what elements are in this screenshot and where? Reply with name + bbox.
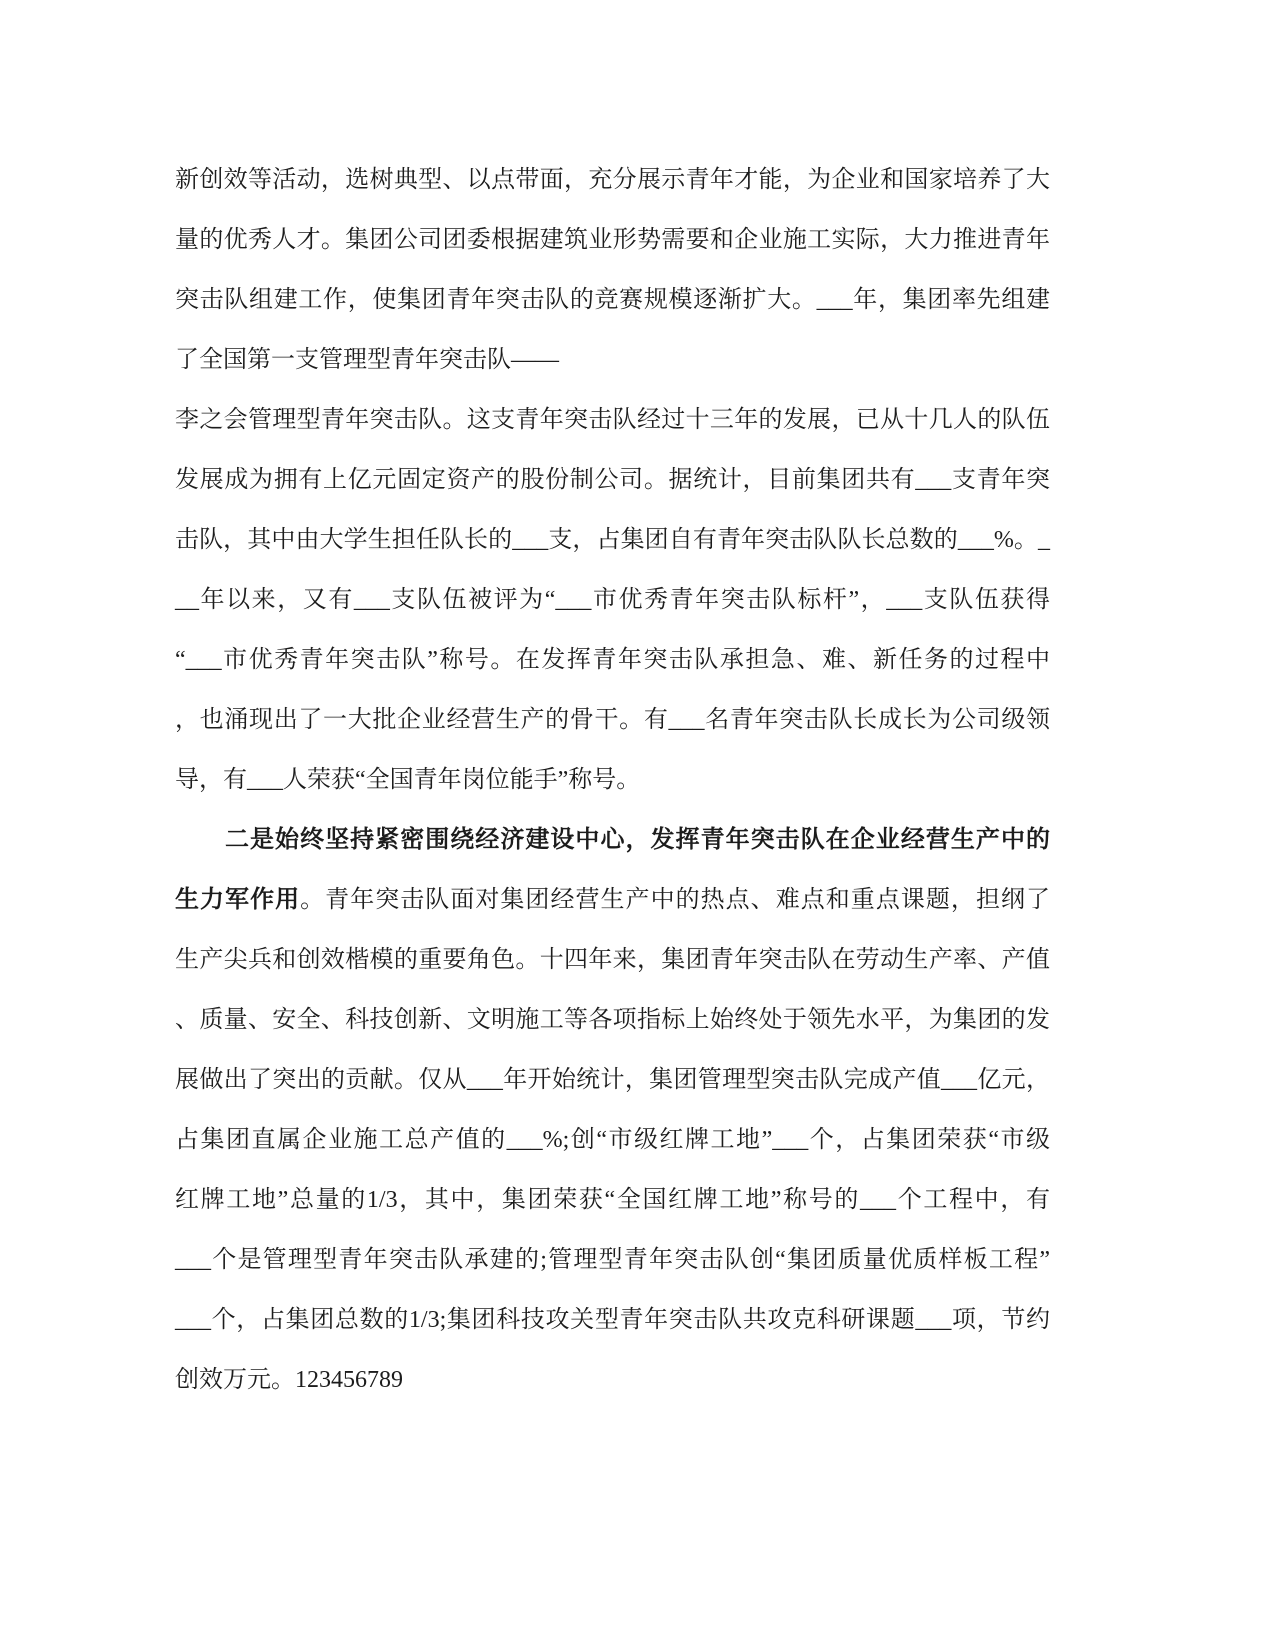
text-run: 创效万元。123456789 [175,1367,403,1393]
text-run: 发展成为拥有上亿元固定资产的股份制公司。据统计，目前集团共有___支青年突 [175,467,1050,493]
text-line [175,690,1050,750]
text-line [175,930,1050,990]
text-line [175,1230,1050,1290]
text-line [175,1170,1050,1230]
text-line [175,1050,1050,1110]
document-body [175,150,1050,1410]
text-run: 占集团直属企业施工总产值的___%;创“市级红牌工地”___个，占集团荣获“市级 [175,1127,1050,1153]
text-line [175,750,1050,810]
text-run: 展做出了突出的贡献。仅从___年开始统计，集团管理型突击队完成产值___亿元， [175,1067,1050,1093]
text-run: 了全国第一支管理型青年突击队—— [175,347,559,373]
text-run: 。青年突击队面对集团经营生产中的热点、难点和重点课题，担纲了 [300,887,1051,913]
text-line [175,990,1050,1050]
text-line [175,1290,1050,1350]
text-line [175,810,1050,870]
text-line [175,1110,1050,1170]
text-line [175,570,1050,630]
text-run: “___市优秀青年突击队”称号。在发挥青年突击队承担急、难、新任务的过程中 [175,647,1050,673]
text-run: ___个是管理型青年突击队承建的;管理型青年突击队创“集团质量优质样板工程” [175,1247,1050,1273]
bold-text-run: 生力军作用 [175,887,301,913]
text-run: 量的优秀人才。集团公司团委根据建筑业形势需要和企业施工实际，大力推进青年 [175,227,1050,253]
text-line [175,450,1050,510]
text-line [175,630,1050,690]
text-run: 导，有___人荣获“全国青年岗位能手”称号。 [175,767,641,793]
text-run: ___个，占集团总数的1/3;集团科技攻关型青年突击队共攻克科研课题___项，节约 [175,1307,1050,1333]
text-line [175,1350,1050,1410]
text-line [175,870,1050,930]
text-line [175,390,1050,450]
text-run: ，也涌现出了一大批企业经营生产的骨干。有___名青年突击队长成长为公司级领 [175,707,1050,733]
text-line [175,270,1050,330]
text-run: 生产尖兵和创效楷模的重要角色。十四年来，集团青年突击队在劳动生产率、产值 [175,947,1050,973]
text-run: 李之会管理型青年突击队。这支青年突击队经过十三年的发展，已从十几人的队伍 [175,407,1050,433]
bold-text-run: 二是始终坚持紧密围绕经济建设中心，发挥青年突击队在企业经营生产中的 [225,827,1050,853]
text-line [175,330,1050,390]
text-line [175,210,1050,270]
text-run: 红牌工地”总量的1/3，其中，集团荣获“全国红牌工地”称号的___个工程中，有 [175,1187,1050,1213]
text-run: 突击队组建工作，使集团青年突击队的竞赛规模逐渐扩大。___年，集团率先组建 [175,287,1050,313]
text-run: 新创效等活动，选树典型、以点带面，充分展示青年才能，为企业和国家培养了大 [175,167,1050,193]
text-line [175,150,1050,210]
text-line [175,510,1050,570]
text-run: 击队，其中由大学生担任队长的___支，占集团自有青年突击队队长总数的___%。_ [175,527,1050,553]
text-run: 、质量、安全、科技创新、文明施工等各项指标上始终处于领先水平，为集团的发 [175,1007,1050,1033]
text-run: __年以来，又有___支队伍被评为“___市优秀青年突击队标杆”，___支队伍获得 [175,587,1050,613]
